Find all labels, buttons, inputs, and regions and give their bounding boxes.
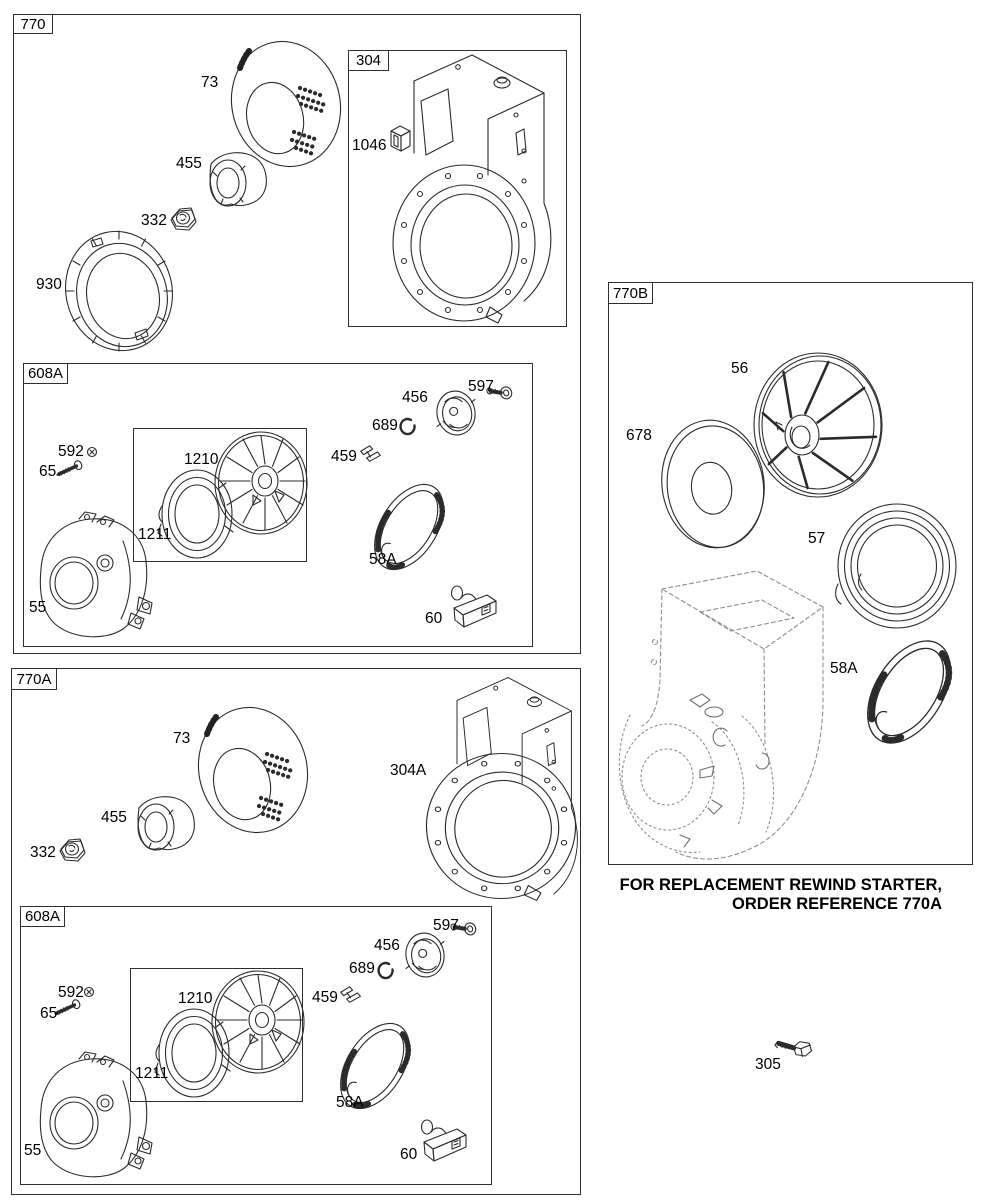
part-label-455-bottom: 455 — [101, 809, 127, 826]
part-label-930: 930 — [36, 276, 62, 293]
part-label-58A-bottom: 58A — [336, 1094, 364, 1111]
part-label-455-top: 455 — [176, 155, 202, 172]
screw-592-top-drawing — [88, 448, 97, 457]
part-label-689-bottom: 689 — [349, 960, 375, 977]
housing-304A-ring-drawing — [426, 753, 575, 900]
part-label-60-bottom: 60 — [400, 1146, 418, 1163]
section-tag-608A-bottom: 608A — [20, 906, 65, 927]
spring-1211-bottom-drawing — [155, 1009, 230, 1097]
part-label-73-bottom: 73 — [173, 730, 191, 747]
ring-930-drawing — [53, 220, 185, 362]
screen-73-top-drawing — [218, 30, 353, 178]
part-label-55-bottom: 55 — [24, 1142, 42, 1159]
screw-65-top-drawing — [55, 460, 83, 480]
part-label-1211-top: 1211 — [138, 526, 172, 543]
ratchet-456-bottom-drawing — [400, 930, 449, 981]
replacement-note-line2: ORDER REFERENCE 770A — [732, 895, 942, 913]
part-label-57: 57 — [808, 530, 826, 547]
engine-assembly-drawing — [619, 571, 823, 859]
housing-55-top-drawing — [40, 512, 152, 637]
guide-459-bottom-drawing — [340, 985, 361, 1004]
screw-592-bottom-drawing — [85, 988, 94, 997]
part-label-597-top: 597 — [468, 378, 494, 395]
part-label-58A-770B: 58A — [830, 660, 858, 677]
clip-689-top-drawing — [401, 419, 415, 434]
handle-60-top-drawing — [452, 586, 497, 627]
screen-73-bottom-drawing — [185, 696, 320, 844]
pulley-1210-top-drawing — [215, 432, 307, 534]
section-tag-770B: 770B — [608, 282, 653, 304]
part-label-456-bottom: 456 — [374, 937, 400, 954]
part-label-592-bottom: 592 — [58, 984, 84, 1001]
part-label-73-top: 73 — [201, 74, 219, 91]
part-label-305: 305 — [755, 1056, 781, 1073]
housing-304A-block-drawing — [457, 678, 577, 894]
cup-455-bottom-drawing — [138, 797, 194, 850]
part-label-592-top: 592 — [58, 443, 84, 460]
part-label-459-top: 459 — [331, 448, 357, 465]
spring-1211-top-drawing — [158, 470, 233, 558]
part-label-56: 56 — [731, 360, 749, 377]
part-label-456-top: 456 — [402, 389, 428, 406]
part-label-332-top: 332 — [141, 212, 167, 229]
part-label-332-bottom: 332 — [30, 844, 56, 861]
part-label-65-top: 65 — [39, 463, 57, 480]
part-label-58A-top: 58A — [369, 551, 397, 568]
clip-689-bottom-drawing — [379, 963, 393, 978]
section-tag-770A: 770A — [11, 668, 57, 690]
plug-1046-drawing — [391, 126, 410, 151]
pulley-56-drawing — [754, 353, 882, 497]
replacement-note — [560, 876, 942, 914]
housing-304-block-drawing — [414, 55, 551, 301]
section-tag-770: 770 — [13, 14, 53, 34]
part-label-65-bottom: 65 — [40, 1005, 58, 1022]
section-tag-304: 304 — [348, 50, 389, 71]
pulley-1210-bottom-drawing — [212, 971, 304, 1073]
spring-57-drawing — [836, 504, 956, 628]
nut-332-top-drawing — [171, 208, 196, 230]
part-label-1046: 1046 — [352, 137, 387, 154]
part-label-678: 678 — [626, 427, 652, 444]
part-label-1210-bottom: 1210 — [178, 990, 213, 1007]
part-label-60-top: 60 — [425, 610, 443, 627]
replacement-note-line1: FOR REPLACEMENT REWIND STARTER, — [619, 876, 942, 894]
guide-459-top-drawing — [360, 444, 381, 463]
housing-304-ring-drawing — [393, 165, 535, 323]
part-label-55-top: 55 — [29, 599, 47, 616]
part-label-304A: 304A — [390, 762, 427, 779]
part-label-689-top: 689 — [372, 417, 398, 434]
part-label-459-bottom: 459 — [312, 989, 338, 1006]
handle-60-bottom-drawing — [422, 1120, 467, 1161]
section-tag-608A-top: 608A — [23, 363, 68, 384]
spring-58A-770B-drawing — [851, 626, 968, 757]
part-label-597-bottom: 597 — [433, 917, 459, 934]
part-label-1211-bottom: 1211 — [135, 1065, 169, 1082]
nut-332-bottom-drawing — [60, 839, 85, 861]
cup-455-top-drawing — [210, 153, 266, 206]
part-label-1210-top: 1210 — [184, 451, 219, 468]
